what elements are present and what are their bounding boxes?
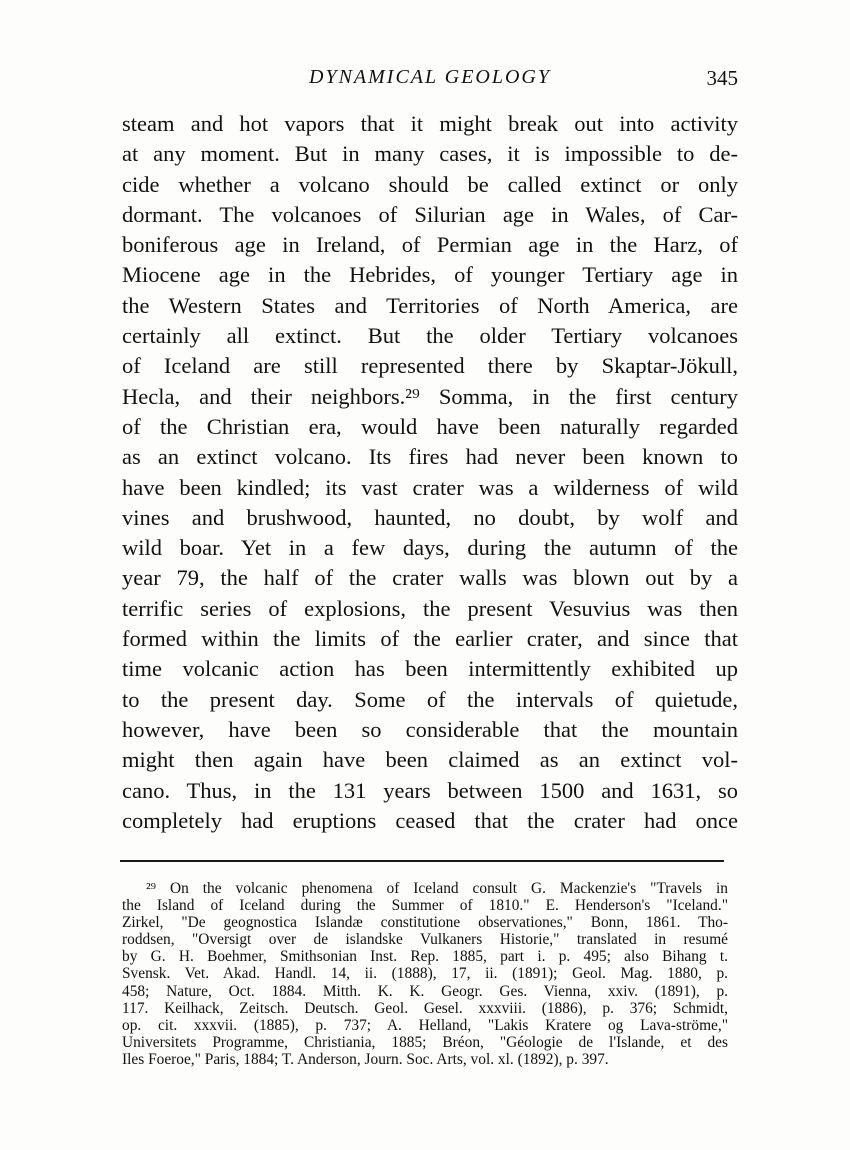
body-line: steam and hot vapors that it might break out into activity — [122, 111, 738, 136]
body-line: completely had eruptions ceased that the crater had once — [122, 807, 738, 833]
body-line: cano. Thus, in the 131 years between 1500 and 1631, so — [122, 777, 738, 803]
running-head: DYNAMICAL GEOLOGY — [309, 66, 551, 88]
footnotes — [122, 880, 728, 1068]
body-line: of the Christian era, would have been naturally regarded — [122, 413, 738, 439]
footnote-divider — [120, 860, 724, 862]
body-line: however, have been so considerable that the mountain — [122, 716, 738, 742]
body-line: the Western States and Territories of North America, are — [122, 292, 738, 318]
body-line: as an extinct volcano. Its fires had never been known to — [122, 444, 738, 470]
footnote-line: by G. H. Boehmer, Smithsonian Inst. Rep. 1885, part i. p. 495; also Bihang t. — [122, 948, 728, 966]
body-line: at any moment. But in many cases, it is impossible to de- — [122, 141, 738, 167]
body-line: cide whether a volcano should be called extinct or only — [122, 171, 738, 197]
body-line: of Iceland are still represented there by Skaptar-Jökull, — [122, 353, 738, 379]
body-line: formed within the limits of the earlier crater, and since that — [122, 626, 738, 652]
body-line: terrific series of explosions, the present Vesuvius was then — [122, 595, 738, 621]
body-line: to the present day. Some of the intervals of quietude, — [122, 686, 738, 712]
body-line: wild boar. Yet in a few days, during the autumn of the — [122, 535, 738, 561]
body-line: vines and brushwood, haunted, no doubt, by wolf and — [122, 504, 738, 530]
body-line: year 79, the half of the crater walls was blown out by a — [122, 565, 738, 591]
page-header — [122, 66, 738, 96]
footnote-line: Iles Foeroe," Paris, 1884; T. Anderson, Journ. Soc. Arts, vol. xl. (1892), p. 397. — [122, 1050, 609, 1068]
body-line: boniferous age in Ireland, of Permian age in the Harz, of — [122, 232, 738, 258]
footnote-line: Zirkel, "De geognostica Islandæ constitutione observationes," Bonn, 1861. Tho- — [122, 914, 728, 932]
page-number: 345 — [706, 66, 738, 90]
footnote-line: Svensk. Vet. Akad. Handl. 14, ii. (1888), 17, ii. (1891); Geol. Mag. 1880, p. — [122, 965, 728, 983]
body-line: dormant. The volcanoes of Silurian age in Wales, of Car- — [122, 201, 738, 227]
footnote-line: ²⁹ On the volcanic phenomena of Iceland consult G. Mackenzie's "Travels in — [146, 880, 728, 897]
body-line: Hecla, and their neighbors.²⁹ Somma, in the first century — [122, 383, 738, 409]
body-line: might then again have been claimed as an extinct vol- — [122, 747, 738, 773]
footnote-line: op. cit. xxxvii. (1885), p. 737; A. Helland, "Lakis Kratere og Lava-ströme," — [122, 1016, 728, 1034]
body-text — [122, 109, 738, 836]
footnote-line: Universitets Programme, Christiania, 1885; Bréon, "Géologie de l'Islande, et des — [122, 1033, 728, 1051]
body-line: have been kindled; its vast crater was a wilderness of wild — [122, 474, 738, 500]
footnote-line: roddsen, "Oversigt over de islandske Vulkaners Historie," translated in resumé — [122, 931, 728, 949]
footnote-line: the Island of Iceland during the Summer of 1810." E. Henderson's "Iceland." — [122, 897, 728, 915]
footnote-line: 458; Nature, Oct. 1884. Mitth. K. K. Geogr. Ges. Vienna, xxiv. (1891), p. — [122, 982, 728, 1000]
body-line: certainly all extinct. But the older Tertiary volcanoes — [122, 323, 738, 349]
footnote-line: 117. Keilhack, Zeitsch. Deutsch. Geol. Gesel. xxxviii. (1886), p. 376; Schmidt, — [122, 999, 728, 1017]
body-line: time volcanic action has been intermittently exhibited up — [122, 656, 738, 682]
body-line: Miocene age in the Hebrides, of younger Tertiary age in — [122, 262, 738, 288]
